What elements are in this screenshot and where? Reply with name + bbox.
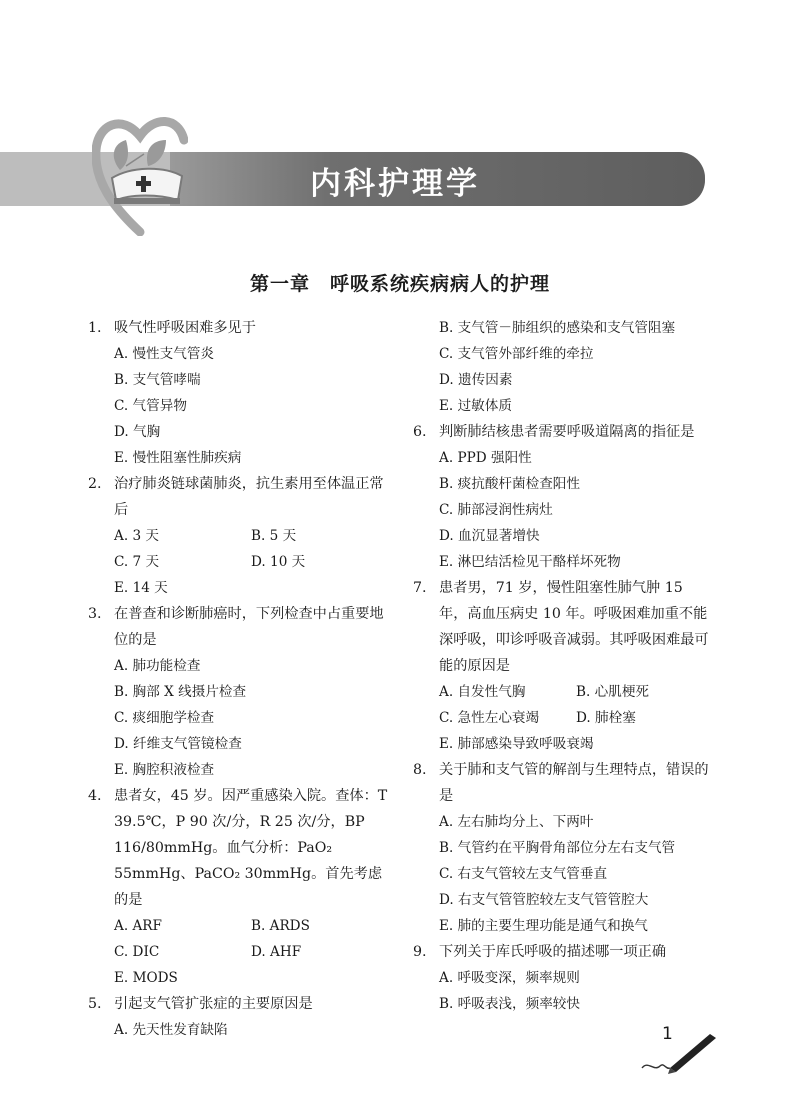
question-item: [413, 419, 713, 575]
answer-option: B. 5 天: [251, 528, 297, 544]
question-stem: [88, 315, 388, 341]
option-row: [439, 549, 713, 575]
answer-option: D. 右支气管管腔较左支气管管腔大: [439, 892, 649, 908]
question-item: [88, 783, 388, 991]
option-row: [114, 419, 388, 445]
answer-option: D. 10 天: [251, 554, 306, 570]
header-title: 内科护理学: [310, 166, 480, 202]
question-text: 患者男，71 岁，慢性阻塞性肺气肿 15 年，高血压病史 10 年。呼吸困难加重不能深呼吸，叩诊呼吸音减弱。其呼吸困难最可能的原因是: [439, 580, 709, 674]
answer-options: [88, 1017, 388, 1043]
answer-option: D. AHF: [251, 944, 302, 960]
option-row: [439, 445, 713, 471]
question-number: 1.: [88, 320, 102, 336]
question-text: 在普查和诊断肺癌时，下列检查中占重要地位的是: [114, 606, 384, 648]
answer-option: B. 支气管－肺组织的感染和支气管阻塞: [439, 320, 676, 336]
question-number: 9.: [413, 944, 427, 960]
answer-options: [413, 965, 713, 1017]
question-column-right: [413, 315, 713, 1017]
option-row: [114, 393, 388, 419]
answer-option: C. 肺部浸润性病灶: [439, 502, 553, 518]
question-number: 7.: [413, 580, 427, 596]
answer-option: E. 淋巴结活检见干酪样坏死物: [439, 554, 621, 570]
option-row: [439, 731, 713, 757]
question-number: 4.: [88, 788, 102, 804]
answer-option: C. 支气管外部纤维的牵拉: [439, 346, 594, 362]
question-stem: [413, 757, 713, 809]
option-row: [439, 705, 713, 731]
answer-options: [413, 809, 713, 939]
question-text: 关于肺和支气管的解剖与生理特点，错误的是: [439, 762, 709, 804]
option-row: [114, 679, 388, 705]
question-item: [88, 601, 388, 783]
option-row: [439, 991, 713, 1017]
answer-option: C. 7 天: [114, 554, 160, 570]
option-row: [114, 523, 388, 549]
answer-option: D. 血沉显著增快: [439, 528, 540, 544]
answer-option: B. 支气管哮喘: [114, 372, 201, 388]
answer-option: A. 肺功能检查: [114, 658, 201, 674]
answer-option: B. 呼吸表浅，频率较快: [439, 996, 580, 1012]
question-stem: [88, 601, 388, 653]
question-item: [413, 575, 713, 757]
question-stem: [88, 783, 388, 913]
answer-option: B. 痰抗酸杆菌检查阳性: [439, 476, 580, 492]
answer-option: D. 遗传因素: [439, 372, 513, 388]
option-row: [439, 341, 713, 367]
option-row: [439, 809, 713, 835]
option-row: [114, 939, 388, 965]
option-row: [439, 913, 713, 939]
answer-options: [88, 341, 388, 471]
question-text: 下列关于库氏呼吸的描述哪一项正确: [439, 944, 667, 960]
option-row: [114, 705, 388, 731]
option-row: [439, 679, 713, 705]
answer-option: C. DIC: [114, 944, 160, 960]
answer-option: B. 气管约在平胸骨角部位分左右支气管: [439, 840, 676, 856]
question-item: [413, 939, 713, 1017]
chapter-title: 第一章 呼吸系统疾病病人的护理: [249, 273, 550, 295]
question-stem: [88, 991, 388, 1017]
question-text: 判断肺结核患者需要呼吸道隔离的指征是: [439, 424, 695, 440]
option-row: [439, 835, 713, 861]
option-row: [439, 523, 713, 549]
question-item: [413, 757, 713, 939]
option-row: [114, 367, 388, 393]
question-column-left: [88, 315, 388, 1043]
answer-option: C. 痰细胞学检查: [114, 710, 215, 726]
answer-options: [413, 445, 713, 575]
option-row: [114, 653, 388, 679]
answer-option: D. 纤维支气管镜检查: [114, 736, 242, 752]
question-text: 吸气性呼吸困难多见于: [114, 320, 256, 336]
answer-option: B. 心肌梗死: [576, 684, 650, 700]
option-row: [114, 913, 388, 939]
option-row: [439, 861, 713, 887]
answer-options: [88, 653, 388, 783]
question-number: 6.: [413, 424, 427, 440]
answer-option: A. 左右肺均分上、下两叶: [439, 814, 594, 830]
option-row: [114, 575, 388, 601]
option-row: [439, 315, 713, 341]
question-text: 引起支气管扩张症的主要原因是: [114, 996, 313, 1012]
answer-option: C. 急性左心衰竭: [439, 710, 540, 726]
option-row: [114, 445, 388, 471]
answer-option: A. 慢性支气管炎: [114, 346, 215, 362]
nurse-cap-heart-logo-icon: [92, 110, 188, 236]
answer-option: D. 肺栓塞: [576, 710, 636, 726]
answer-option: A. 3 天: [114, 528, 160, 544]
option-row: [114, 965, 388, 991]
option-row: [114, 549, 388, 575]
answer-option: A. ARF: [114, 918, 162, 934]
answer-option: E. 肺部感染导致呼吸衰竭: [439, 736, 594, 752]
question-number: 5.: [88, 996, 102, 1012]
question-text: 患者女，45 岁。因严重感染入院。查体：T 39.5℃，P 90 次/分，R 25 次/分，BP 116/80mmHg。血气分析：PaO₂ 55mmHg、PaCO₂ 30mmHg。首先考虑的是: [114, 788, 388, 908]
answer-options: [413, 315, 713, 419]
question-stem: [88, 471, 388, 523]
option-row: [114, 1017, 388, 1043]
option-row: [439, 471, 713, 497]
pen-icon: [640, 1028, 720, 1078]
option-row: [439, 965, 713, 991]
question-stem: [413, 939, 713, 965]
question-item: [88, 315, 388, 471]
answer-option: E. 14 天: [114, 580, 168, 596]
answer-option: A. 先天性发育缺陷: [114, 1022, 228, 1038]
answer-option: E. 肺的主要生理功能是通气和换气: [439, 918, 648, 934]
option-row: [114, 757, 388, 783]
question-number: 8.: [413, 762, 427, 778]
answer-option: E. 过敏体质: [439, 398, 512, 414]
question-text: 治疗肺炎链球菌肺炎，抗生素用至体温正常后: [114, 476, 384, 518]
answer-options: [413, 679, 713, 757]
answer-option: C. 右支气管较左支气管垂直: [439, 866, 608, 882]
answer-option: D. 气胸: [114, 424, 161, 440]
answer-option: A. 自发性气胸: [439, 684, 526, 700]
answer-option: A. 呼吸变深，频率规则: [439, 970, 580, 986]
answer-option: E. 胸腔积液检查: [114, 762, 215, 778]
option-row: [439, 393, 713, 419]
option-row: [114, 731, 388, 757]
answer-option: B. 胸部 X 线摄片检查: [114, 684, 247, 700]
question-number: 2.: [88, 476, 102, 492]
answer-option: E. 慢性阻塞性肺疾病: [114, 450, 242, 466]
question-item: [88, 471, 388, 601]
question-number: 3.: [88, 606, 102, 622]
answer-options: [88, 913, 388, 991]
question-stem: [413, 575, 713, 679]
answer-option: C. 气管异物: [114, 398, 187, 414]
option-row: [439, 497, 713, 523]
option-row: [439, 887, 713, 913]
page-number: 1: [662, 1024, 673, 1044]
answer-option: A. PPD 强阳性: [439, 450, 532, 466]
question-item: [88, 991, 388, 1043]
question-item: [413, 315, 713, 419]
option-row: [114, 341, 388, 367]
answer-options: [88, 523, 388, 601]
option-row: [439, 367, 713, 393]
answer-option: E. MODS: [114, 970, 178, 986]
question-stem: [413, 419, 713, 445]
answer-option: B. ARDS: [251, 918, 310, 934]
